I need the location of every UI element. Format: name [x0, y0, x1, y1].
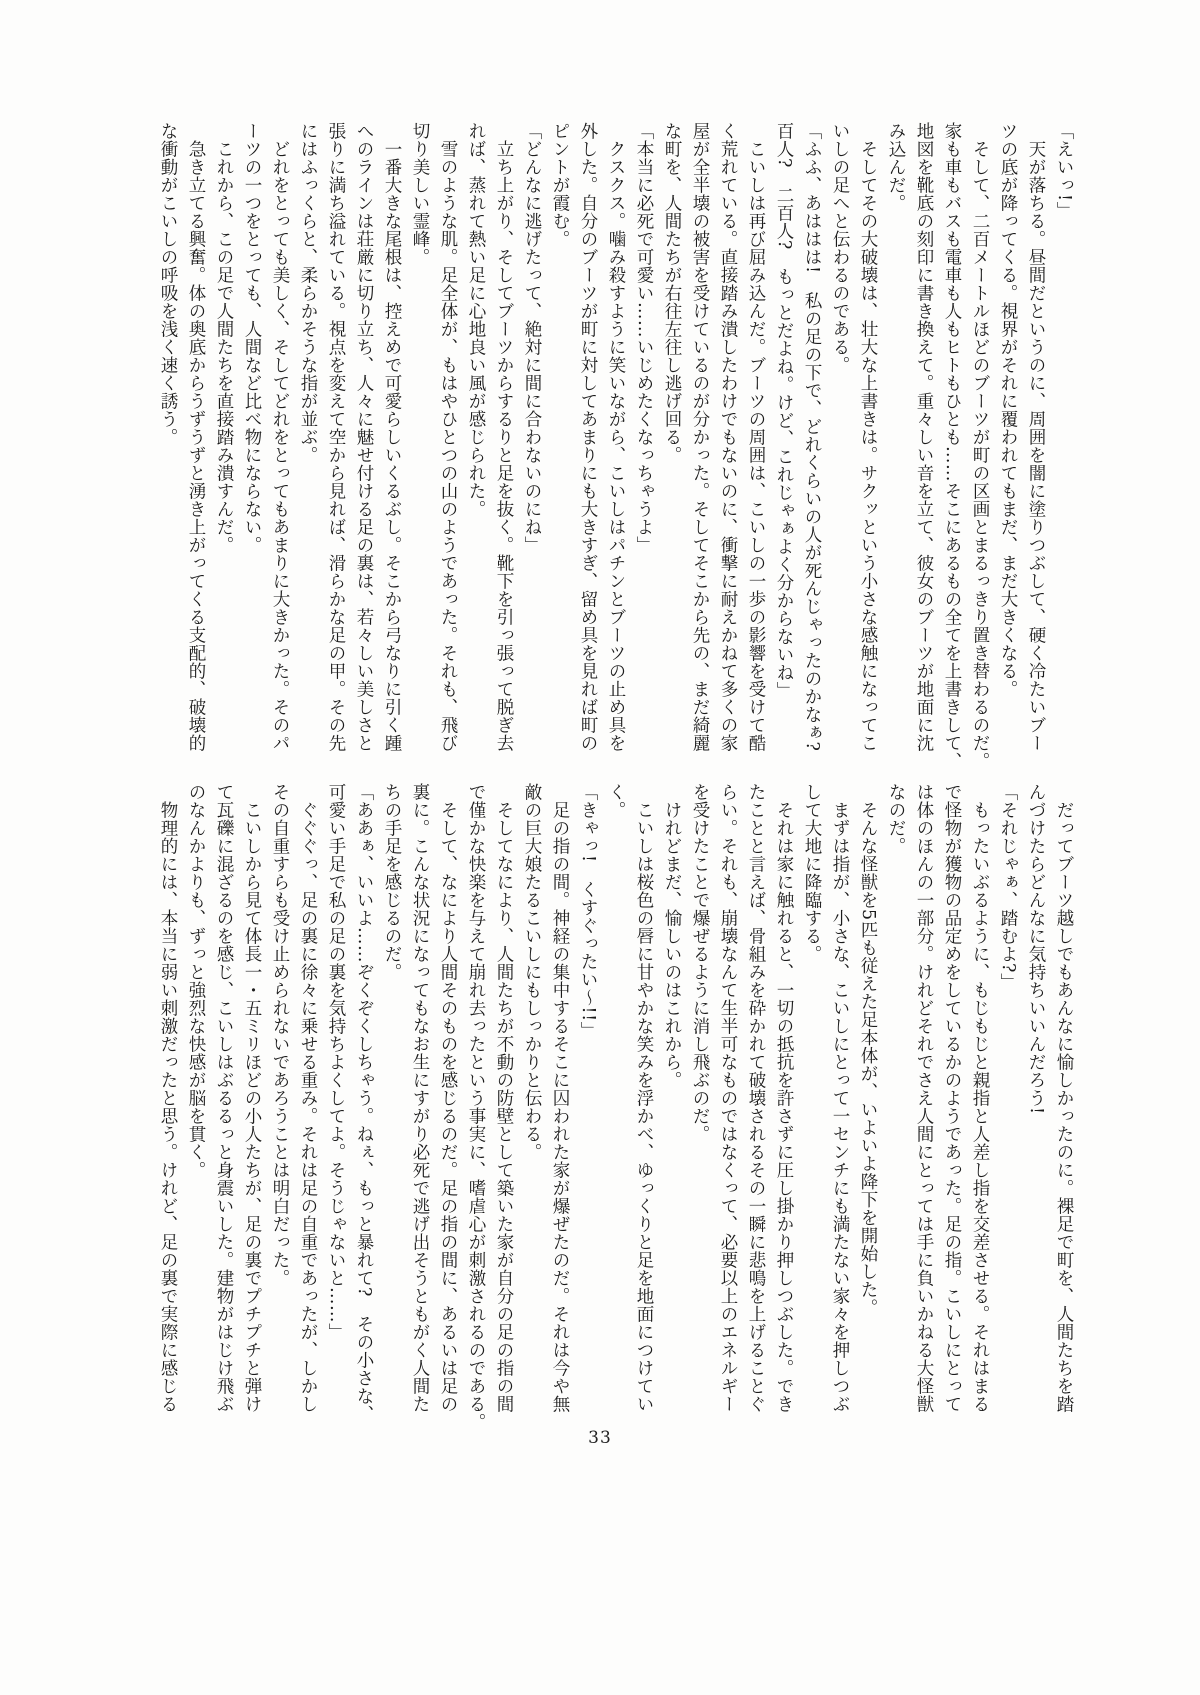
text-line: 足の指の間。神経の集中するそこに囚われた家が爆ぜたのだ。それは今や無	[550, 783, 570, 1413]
text-block-bottom	[154, 783, 1078, 1451]
text-line: にはふっくらと、柔らかそうな指が並ぶ。	[298, 122, 318, 464]
text-line: 百人? 二百人? もっとだよね。けど、これじゃぁよく分からないね」	[774, 122, 794, 700]
page-number: 33	[588, 1428, 612, 1448]
text-line: まずは指が、小さな、こいしにとって一センチにも満たない家々を押しつぶ	[830, 783, 850, 1413]
text-line: な町を、人間たちが右往左往し逃げ回る。	[662, 122, 682, 464]
text-line: 「きゃっ! くすぐったい〜!!」	[578, 783, 598, 1040]
text-line: こいしは再び屈み込んだ。ブーツの周囲は、こいしの一歩の影響を受けて酷	[746, 122, 766, 752]
text-line: 一番大きな尾根は、控えめで可愛らしいくるぶし。そこから弓なりに引く踵	[382, 122, 402, 752]
text-line: 「えいっ!」	[1054, 122, 1074, 220]
text-line: 物理的には、本当に弱い刺激だったと思う。けれど、足の裏で実際に感じる	[158, 783, 178, 1413]
text-line: なのだ。	[886, 783, 906, 855]
text-line: だってブーツ越しでもあんなに愉しかったのに。裸足で町を、人間たちを踏	[1054, 783, 1074, 1413]
text-line: 可愛い手足で私の足の裏を気持ちよくしてよ。そうじゃないと……」	[326, 783, 346, 1341]
text-line: 張りに満ち溢れている。視点を変えて空から見れば、滑らかな足の甲。その先	[326, 122, 346, 752]
text-line: 天が落ちる。昼間だというのに、周囲を闇に塗りつぶして、硬く冷たいブー	[1026, 122, 1046, 752]
text-line: へのラインは荘厳に切り立ち、人々に魅せ付ける足の裏は、若々しい美しさと	[354, 122, 374, 752]
text-line: 敵の巨大娘たるこいしにもしっかりと伝わる。	[522, 783, 542, 1161]
text-line: けれどまだ、愉しいのはこれから。	[662, 783, 682, 1089]
text-line: んづけたらどんなに気持ちいいんだろう!	[1026, 783, 1046, 1115]
text-line: どれをとっても美しく、そしてどれをとってもあまりに大きかった。そのパ	[270, 122, 290, 752]
text-line: のなんかよりも、ずっと強烈な快感が脳を貫く。	[186, 783, 206, 1179]
text-line: ちの手足を感じるのだ。	[382, 783, 402, 981]
text-line: ツの底が降ってくる。視界がそれに覆われてもまだ、まだ大きくなる。	[998, 122, 1018, 698]
text-line: その自重すらも受け止められないであろうことは明白だった。	[270, 783, 290, 1287]
text-line: ぐぐぐっ、足の裏に徐々に乗せる重み。それは足の自重であったが、しかし	[298, 783, 318, 1413]
text-line: いしの足へと伝わるのである。	[830, 122, 850, 374]
text-line: 立ち上がり、そしてブーツからするりと足を抜く。靴下を引っ張って脱ぎ去	[494, 122, 514, 752]
text-line: 急き立てる興奮。体の奥底からうずうずと湧き上がってくる支配的、破壊的	[186, 122, 206, 752]
text-line: で僅かな快楽を与えて崩れ去ったという事実に、嗜虐心が刺激されるのである。	[466, 783, 486, 1431]
text-line: く。	[606, 783, 626, 819]
text-line: て瓦礫に混ざるのを感じ、こいしはぶるるっと身震いした。建物がはじけ飛ぶ	[214, 783, 234, 1413]
text-line: 地図を靴底の刻印に書き換えて。重々しい音を立て、彼女のブーツが地面に沈	[914, 122, 934, 752]
text-line: そんな怪獣を5匹も従えた足本体が、いよいよ降下を開始した。	[858, 783, 878, 1317]
text-line: そしてその大破壊は、壮大な上書きは。サクッという小さな感触になってこ	[858, 122, 878, 752]
text-line: して大地に降臨する。	[802, 783, 822, 963]
text-line: そして、なにより人間そのものを感じるのだ。足の指の間に、あるいは足の	[438, 783, 458, 1413]
text-line: これから、この足で人間たちを直接踏み潰すんだ。	[214, 122, 234, 554]
text-line: らい。それも、崩壊なんて生半可なものではなくって、必要以上のエネルギー	[718, 783, 738, 1413]
text-line: もったいぶるように、もじもじと親指と人差し指を交差させる。それはまる	[970, 783, 990, 1413]
text-line: は体のほんの一部分。けれどそれでさえ人間にとっては手に負いかねる大怪獣	[914, 783, 934, 1413]
text-line: で怪物が獲物の品定めをしているかのようであった。足の指。こいしにとって	[942, 783, 962, 1413]
text-line: 「どんなに逃げたって、絶対に間に合わないのにね」	[522, 122, 542, 554]
text-line: 切り美しい霊峰。	[410, 122, 430, 266]
text-line: 裏に。こんな状況になってもなお生にすがり必死で逃げ出そうともがく人間た	[410, 783, 430, 1413]
text-line: 家も車もバスも電車も人もヒトもひとも……そこにあるもの全てを上書きして、	[942, 122, 962, 770]
text-line: 「本当に必死で可愛い……いじめたくなっちゃうよ」	[634, 122, 654, 554]
text-line: れば、蒸れて熱い足に心地良い風が感じられた。	[466, 122, 486, 518]
text-line: クスクス。噛み殺すように笑いながら、こいしはパチンとブーツの止め具を	[606, 122, 626, 752]
text-line: そして、二百メートルほどのブーツが町の区画とまるっきり置き替わるのだ。	[970, 122, 990, 770]
text-line: 雪のような肌。足全体が、もはやひとつの山のようであった。それも、飛び	[438, 122, 458, 752]
text-block-top	[154, 122, 1078, 777]
text-line: こいしから見て体長一・五ミリほどの小人たちが、足の裏でプチプチと弾け	[242, 783, 262, 1413]
text-line: たことと言えば、骨組みを砕かれて破壊されるその一瞬に悲鳴を上げることぐ	[746, 783, 766, 1413]
text-line: それは家に触れると、一切の抵抗を許さずに圧し掛かり押しつぶした。でき	[774, 783, 794, 1413]
text-line: を受けたことで爆ぜるように消し飛ぶのだ。	[690, 783, 710, 1143]
text-line: こいしは桜色の唇に甘やかな笑みを浮かべ、ゆっくりと足を地面につけてい	[634, 783, 654, 1413]
text-line: 屋が全半壊の被害を受けているのが分かった。そしてそこから先の、まだ綺麗	[690, 122, 710, 752]
text-line: ピントが霞む。	[550, 122, 570, 248]
text-line: く荒れている。直接踏み潰したわけでもないのに、衝撃に耐えかねて多くの家	[718, 122, 738, 752]
text-line: 「ああぁ、いいよ……ぞくぞくしちゃう。ねぇ、もっと暴れて? その小さな、	[354, 783, 374, 1423]
text-line: み込んだ。	[886, 122, 906, 212]
text-line: ーツの一つをとっても、人間など比べ物にならない。	[242, 122, 262, 554]
text-line: 外した。自分のブーツが町に対してあまりにも大きすぎ、留め具を見れば町の	[578, 122, 598, 752]
text-line: 「それじゃぁ、踏むよ?」	[998, 783, 1018, 991]
text-line: そしてなにより、人間たちが不動の防壁として築いた家が自分の足の指の間	[494, 783, 514, 1413]
text-line: 「ふふ、あははは! 私の足の下で、どれくらいの人が死んじゃったのかなぁ?	[802, 122, 822, 752]
text-line: な衝動がこいしの呼吸を浅く速く誘う。	[158, 122, 178, 446]
